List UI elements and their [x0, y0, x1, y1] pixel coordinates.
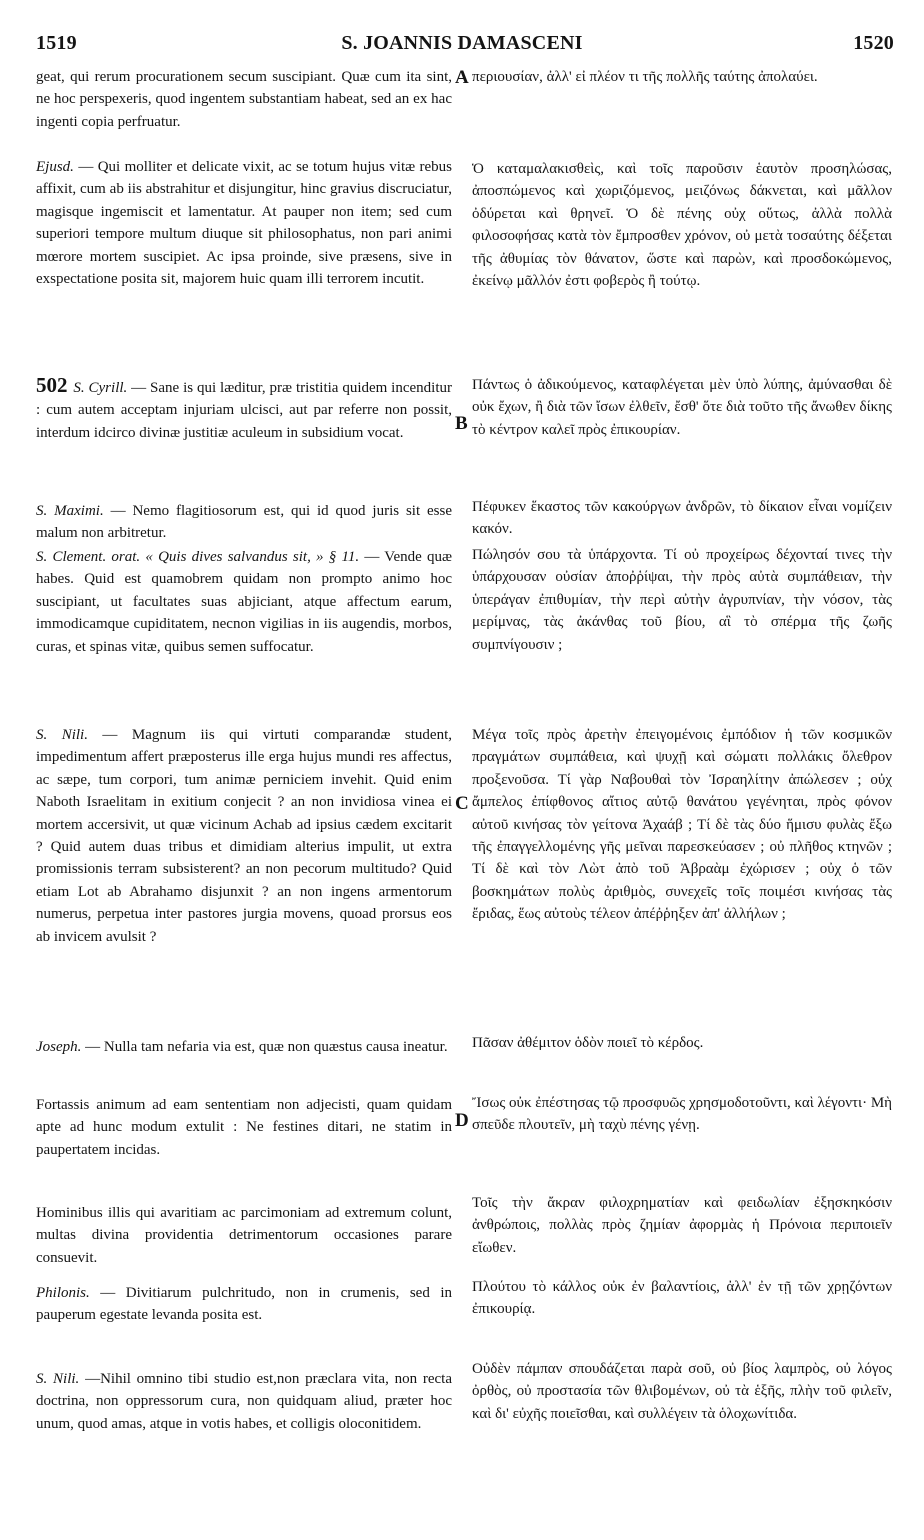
page-number-left: 1519 [36, 32, 77, 54]
source-label: S. Maximi. [36, 503, 104, 519]
running-header [0, 32, 924, 62]
greek-paragraph: Τοῖς τὴν ἄκραν φιλοχρηματίαν καὶ φειδωλίαν ἐξησκηκόσιν ἀνθρώποις, πολλὰς πρὸς ζημίαν ἀφορμὰς ἡ Πρόνοια περιποιεῖν εἴωθεν. [472, 1195, 892, 1256]
source-label: Joseph. [36, 1039, 82, 1055]
source-label: S. Nili. [36, 1371, 80, 1387]
running-title: S. JOANNIS DAMASCENI [341, 32, 583, 54]
latin-paragraph [36, 374, 452, 444]
latin-paragraph [36, 724, 452, 948]
paragraph-text: Fortassis animum ad eam sententiam non adjecisti, quam quidam apte ad hunc modum extulit : Ne festines ditari, ne statim in paupertatem incidas. [36, 1097, 452, 1158]
latin-paragraph [36, 1202, 452, 1269]
greek-paragraph: Πάντως ὁ ἀδικούμενος, καταφλέγεται μὲν ὑπὸ λύπης, ἀμύνασθαι δὲ οὐκ ἔχων, ἢ διὰ τῶν ἴσων ἐλθεῖν, ἔσθ' ὅτε διὰ τοῦτο τῆς ἄνωθεν δίκης τὸ κέντρον καλεῖ πρὸς ἐπικουρίαν. [472, 377, 892, 438]
margin-letter-a: A [455, 67, 469, 88]
latin-paragraph [36, 66, 452, 133]
margin-letter-b: B [455, 413, 468, 434]
source-label: Philonis. [36, 1285, 90, 1301]
latin-paragraph [36, 1036, 452, 1058]
paragraph-text: — Magnum iis qui virtuti comparandæ student, impedimentum affert præposterus ille erga hujus mundi res affectus, ac sæpe, tum corpori, tum animæ perniciem invehit. Quid enim Naboth Israelitam in exitium conjecit ? an non invidiosa vinea ei mortem accersivit, ut quæ vicinum Achab ad ipsius cædem excitarit ? Quid autem duas tribus et dimidiam alterius impulit, ut extra promissionis terram subsisterent? an non pecorum multitudo? Quid etiam Lot ab Abrahamo disjunxit ? an non ingens armentorum numerus, perpetua inter pastores jurgia movens, quoad prorsus eos ab invicem avulsit ? [36, 727, 453, 945]
source-label: S. Nili. [36, 727, 88, 743]
paragraph-text: — Qui molliter et delicate vixit, ac se totum hujus vitæ rebus affixit, cum ab iis abstrahitur et disjungitur, hinc gravius discruciatur, magisque ingemiscit et lamentatur. At pauper non item; sed cum superiori tempore multum diuque sit philosophatus, non pari animi mœrore mortem suscipiet. Ac ipsa proinde, sive præsens, sive in exspectatione posita sit, majorem huic quam illi terrorem incutit. [36, 159, 453, 288]
source-label: S. Cyrill. [73, 380, 128, 396]
paragraph-text: geat, qui rerum procurationem secum suscipiant. Quæ cum ita sint, ne hoc perspexeris, quod ingentem substantiam habeat, sed an ex hac ingenti copia perfruatur. [36, 69, 452, 130]
latin-paragraph [36, 500, 452, 545]
source-label: S. Clement. orat. « Quis dives salvandus sit, » § 11. [36, 549, 360, 565]
paragraph-text: — Divitiarum pulchritudo, non in crumenis, sed in pauperum egestate levanda posita est. [36, 1285, 453, 1324]
greek-paragraph: Ἴσως οὐκ ἐπέστησας τῷ προσφυῶς χρησμοδοτοῦντι, καὶ λέγοντι· Μὴ σπεῦδε πλουτεῖν, μὴ ταχὺ πένης γένῃ. [472, 1095, 893, 1134]
greek-paragraph: Πλούτου τὸ κάλλος οὐκ ἐν βαλαντίοις, ἀλλ' ἐν τῇ τῶν χρῃζόντων ἐπικουρίᾳ. [472, 1279, 892, 1318]
page-number-right: 1520 [853, 32, 894, 54]
paragraph-text: Hominibus illis qui avaritiam ac parcimoniam ad extremum colunt, multas divina providentia detrimentorum occasiones parare consuevit. [36, 1205, 452, 1266]
greek-paragraph: Μέγα τοῖς πρὸς ἀρετὴν ἐπειγομένοις ἐμπόδιον ἡ τῶν κοσμικῶν πραγμάτων συμπάθεια, καὶ ψυχῇ καὶ σώματι πολλάκις ὄλεθρον προξενοῦσα. Τί γὰρ Ναβουθαὶ τὸν Ἰσραηλίτην ἀπώλεσεν ; οὐχ ἄμπελος ἐπίφθονος αἴτιος αὐτῷ θανάτου γεγένηται, πρὸς φόνον αὐτοῦ κινήσας τὸν γείτονα Ἀχαάβ ; Τί δὲ τὰς δύο ἥμισυ φυλὰς ἔξω τῆς ἐπαγγελλομένης γῆς μεῖναι παρεσκεύασεν ; οὐ πλῆθος κτηνῶν ; Τί δὲ καὶ τὸν Λὼτ ἀπὸ τοῦ Ἀβραὰμ ἐχώρισεν ; οὐχ ὁ τῶν βοσκημάτων πολὺς ἀριθμὸς, συνεχεῖς τοῖς ποιμέσι κινήσας τὰς ἔριδας, ἕως αὐτοὺς τέλεον ἀπέῤῥηξεν ἀπ' ἀλλήλων ; [472, 727, 892, 923]
greek-paragraph: Ὁ καταμαλακισθεὶς, καὶ τοῖς παροῦσιν ἑαυτὸν προσηλώσας, ἀποσπώμενος καὶ χωριζόμενος, μειζόνως δάκνεται, καὶ μᾶλλον ὀδύρεται καὶ θρηνεῖ. Ὁ δὲ πένης οὐχ οὕτως, ἀλλὰ πολλὰ φιλοσοφήσας κατὰ τὸν ἔμπροσθεν χρόνον, οὐ μετὰ τοσαύτης δέξεται τῆς ἀθυμίας τὸν θάνατον, ὥστε καὶ παρὼν, καὶ προσδοκώμενος, ἐκείνῳ μᾶλλόν ἐστι φοβερὸς ἢ τούτῳ. [472, 161, 892, 290]
paragraph-text: — Nemo flagitiosorum est, qui id quod juris sit esse malum non arbitretur. [36, 503, 452, 542]
paragraph-text: — Sane is qui læditur, præ tristitia quidem incenditur : cum autem acceptam injuriam ulcisci, aut par referre non possit, interdum idcirco divinæ justitiæ aculeum in subsidium vocat. [36, 380, 453, 441]
greek-paragraph: Πᾶσαν ἀθέμιτον ὁδὸν ποιεῖ τὸ κέρδος. [472, 1035, 704, 1051]
paragraph-text: — Nulla tam nefaria via est, quæ non quæstus causa ineatur. [85, 1039, 448, 1055]
margin-letter-c: C [455, 793, 469, 814]
latin-paragraph [36, 546, 452, 658]
latin-paragraph [36, 156, 452, 290]
section-number: 502 [36, 373, 68, 397]
latin-paragraph [36, 1282, 452, 1327]
latin-paragraph [36, 1094, 452, 1161]
greek-paragraph: Οὐδὲν πάμπαν σπουδάζεται παρὰ σοῦ, οὐ βίος λαμπρὸς, οὐ λόγος ὀρθὸς, οὐ προστασία τῶν θλιβομένων, οὐ τὰ ἑξῆς, πλὴν τοῦ φιλεῖν, καὶ δι' εὐχῆς ποιεῖσθαι, καὶ συλλέγειν τὰ ὁλοχωνίτιδα. [472, 1361, 892, 1422]
paragraph-text: —Nihil omnino tibi studio est,non præclara vita, non recta doctrina, non oppressorum cura, non quidquam aliud, præter hoc unum, quod amas, atque in votis habes, et colligis oloconitidem. [36, 1371, 452, 1432]
source-label: Ejusd. [36, 159, 74, 175]
latin-paragraph [36, 1368, 452, 1435]
paragraph-text: — Vende quæ habes. Quid est quamobrem quidam non prompto animo hoc suscipiant, ut facultates suas abjiciant, atque affectum earum, immodicamque cupiditatem, necnon vigilias in iis augendis, morbos, curas, et spinas vitæ, quibus semen suffocatur. [36, 549, 452, 655]
margin-letter-d: D [455, 1110, 469, 1131]
greek-paragraph: Πώλησόν σου τὰ ὑπάρχοντα. Τί οὐ προχείρως δέχονταί τινες τὴν ὑπάρχουσαν οὐσίαν ἀποῤῥίψαι, τὴν πρὸς αὐτὰ συμπάθειαν, τὴν ὑπεράγαν ἐπιθυμίαν, τὴν περὶ αὐτὴν ἀγρυπνίαν, τὴν νόσον, τὰς μερίμνας, τὰς ἀκάνθας τοῦ βίου, αἳ τὸ σπέρμα τῆς ζωῆς συμπνίγουσιν ; [472, 547, 892, 653]
greek-paragraph: περιουσίαν, ἀλλ' εἰ πλέον τι τῆς πολλῆς ταύτης ἀπολαύει. [472, 69, 818, 85]
greek-paragraph: Πέφυκεν ἕκαστος τῶν κακούργων ἀνδρῶν, τὸ δίκαιον εἶναι νομίζειν κακόν. [472, 499, 892, 538]
